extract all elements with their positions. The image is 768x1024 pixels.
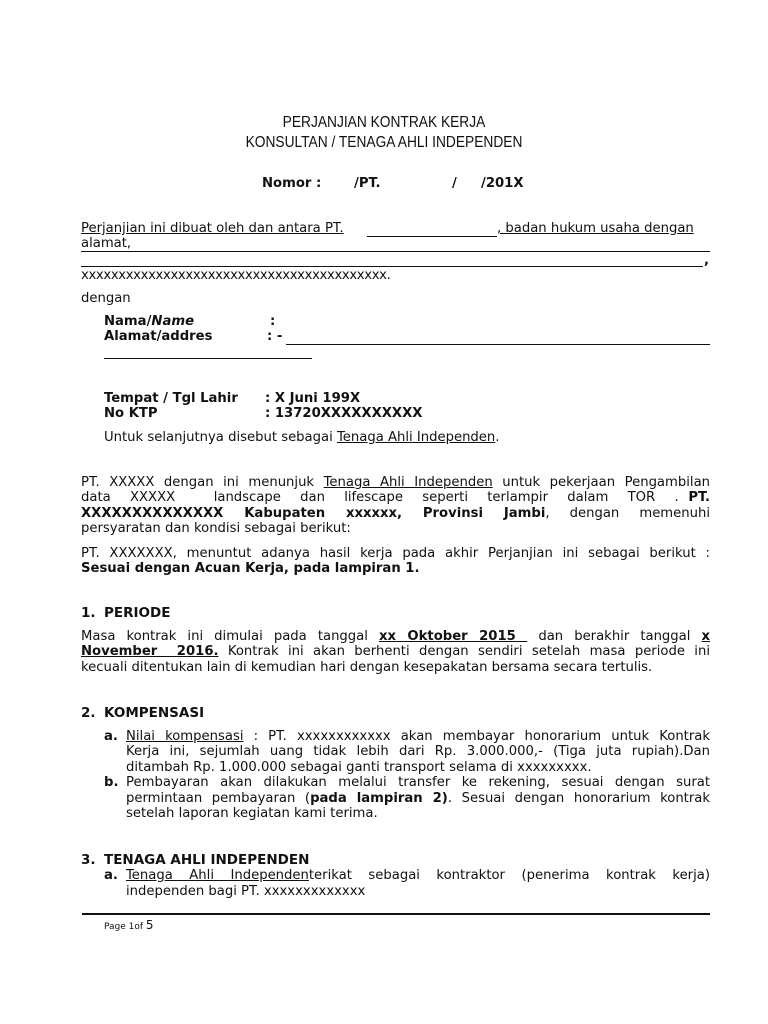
nomor-year: /201X	[481, 176, 524, 191]
section-3a-line-1: Tenaga Ahli Independenterikat sebagai kontraktor (penerima kontrak kerja)	[126, 868, 710, 883]
field-alamat-label: Alamat/addres	[104, 329, 213, 344]
para1-line-2: data XXXXX landscape dan lifescape seperti terlampir dalam TOR . PT.	[81, 490, 710, 505]
nomor-slash: /	[452, 176, 457, 191]
selanjutnya-text: Untuk selanjutnya disebut sebagai Tenaga Ahli Independen.	[104, 430, 500, 445]
nomor-label: Nomor :	[262, 176, 322, 191]
intro-line-2: alamat,	[81, 236, 132, 251]
document-title-line-1: PERJANJIAN KONTRAK KERJA	[282, 114, 486, 131]
section-2a-line-2: Kerja ini, sejumlah uang tidak lebih dari Rp. 3.000.000,- (Tiga juta rupiah).Dan	[126, 744, 710, 759]
section-3-title: TENAGA AHLI INDEPENDEN	[104, 852, 310, 868]
intro-blank-pt	[367, 236, 497, 237]
section-1-line-2: November 2016. Kontrak ini akan berhenti dengan sendiri setelah masa periode ini	[81, 644, 710, 659]
section-2a-line-1: Nilai kompensasi : PT. xxxxxxxxxxxx akan membayar honorarium untuk Kontrak	[126, 729, 710, 744]
section-2-title: KOMPENSASI	[104, 705, 205, 721]
intro-address-line-2	[81, 266, 703, 267]
section-2b-marker: b.	[104, 775, 119, 790]
para1-line-4: persyaratan dan kondisi sebagai berikut:	[81, 521, 351, 536]
intro-line-1-end: , badan hukum usaha dengan	[497, 221, 694, 236]
section-3-number: 3.	[81, 852, 96, 868]
para1-line-3: XXXXXXXXXXXXXX Kabupaten xxxxxx, Provinsi Jambi, dengan memenuhi	[81, 506, 710, 521]
field-nama-colon: :	[270, 314, 276, 329]
section-2a-marker: a.	[104, 729, 118, 744]
section-2b-line-3: setelah laporan kegiatan kami terima.	[126, 806, 378, 821]
footer-rule	[82, 913, 710, 915]
section-2a-line-3: ditambah Rp. 1.000.000 sebagai ganti transport selama di xxxxxxxxx.	[126, 760, 592, 775]
nomor-pt: /PT.	[354, 176, 381, 191]
section-1-line-1: Masa kontrak ini dimulai pada tanggal xx Oktober 2015 dan berakhir tanggal x	[81, 629, 710, 644]
section-1-number: 1.	[81, 605, 96, 621]
section-3a-marker: a.	[104, 868, 118, 883]
para2-line-2: Sesuai dengan Acuan Kerja, pada lampiran 1.	[81, 561, 420, 576]
section-2-number: 2.	[81, 705, 96, 721]
field-nama-label: Nama/Name	[104, 314, 195, 329]
field-ktp-value: : 13720XXXXXXXXXX	[265, 406, 423, 421]
para2-line-1: PT. XXXXXXX, menuntut adanya hasil kerja pada akhir Perjanjian ini sebagai berikut :	[81, 546, 710, 561]
field-alamat-line-2	[104, 358, 312, 359]
section-2b-line-2: permintaan pembayaran (pada lampiran 2). Sesuai dengan honorarium kontrak	[126, 791, 710, 806]
section-3a-line-2: independen bagi PT. xxxxxxxxxxxxx	[126, 884, 366, 899]
field-alamat-line-1	[286, 344, 710, 345]
intro-address-line-1	[81, 251, 710, 252]
field-alamat-colon: : -	[267, 329, 283, 344]
field-ktp-label: No KTP	[104, 406, 158, 421]
document-title-line-2: KONSULTAN / TENAGA AHLI INDEPENDEN	[245, 134, 523, 151]
field-tempat-label: Tempat / Tgl Lahir	[104, 391, 238, 406]
section-1-title: PERIODE	[104, 605, 171, 621]
intro-line-4-comma: ,	[704, 253, 710, 268]
field-tempat-value: : X Juni 199X	[265, 391, 361, 406]
dengan-text: dengan	[81, 291, 131, 306]
intro-line-1-start: Perjanjian ini dibuat oleh dan antara PT.	[81, 221, 344, 236]
page-number: Page 1of 5	[104, 918, 154, 932]
section-1-line-3: kecuali ditentukan lain di kemudian hari dengan kesepakatan bersama secara tertulis.	[81, 660, 653, 675]
intro-line-5: xxxxxxxxxxxxxxxxxxxxxxxxxxxxxxxxxxxxxxxxx.	[81, 268, 391, 283]
section-2b-line-1: Pembayaran akan dilakukan melalui transfer ke rekening, sesuai dengan surat	[126, 775, 710, 790]
para1-line-1: PT. XXXXX dengan ini menunjuk Tenaga Ahli Independen untuk pekerjaan Pengambilan	[81, 475, 711, 490]
